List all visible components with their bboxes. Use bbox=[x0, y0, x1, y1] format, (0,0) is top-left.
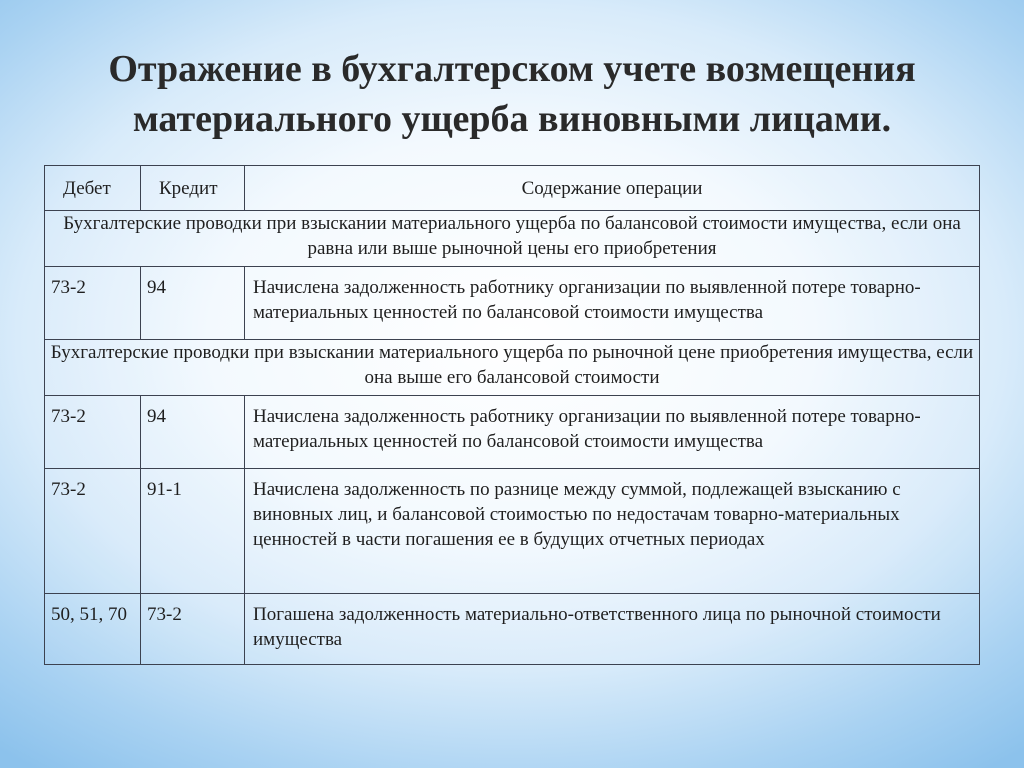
credit-cell: 94 bbox=[141, 396, 245, 469]
content-cell: Начислена задолженность работнику организации по выявленной потере товарно-материальных ценностей по балансовой стоимости имущества bbox=[245, 267, 980, 340]
table-row bbox=[45, 396, 980, 469]
table-header-row bbox=[45, 166, 980, 211]
debit-cell: 73-2 bbox=[45, 267, 141, 340]
header-credit: Кредит bbox=[141, 166, 245, 211]
slide-title-line-1: Отражение в бухгалтерском учете возмещения bbox=[108, 48, 916, 90]
credit-cell: 91-1 bbox=[141, 469, 245, 594]
section-heading: Бухгалтерские проводки при взыскании материального ущерба по балансовой стоимости имущества, если она равна или выше рыночной цены его приобретения bbox=[45, 211, 980, 267]
section-heading: Бухгалтерские проводки при взыскании материального ущерба по рыночной цене приобретения имущества, если она выше его балансовой стоимости bbox=[45, 340, 980, 396]
content-cell: Погашена задолженность материально-ответственного лица по рыночной стоимости имущества bbox=[245, 594, 980, 665]
accounting-entries-table bbox=[44, 165, 980, 665]
table-row bbox=[45, 594, 980, 665]
header-debit: Дебет bbox=[45, 166, 141, 211]
credit-cell: 94 bbox=[141, 267, 245, 340]
slide-title-line-2: материального ущерба виновными лицами. bbox=[132, 98, 892, 140]
header-content: Содержание операции bbox=[245, 166, 980, 211]
slide-title bbox=[60, 44, 964, 144]
table-row bbox=[45, 469, 980, 594]
debit-cell: 73-2 bbox=[45, 396, 141, 469]
table-row bbox=[45, 267, 980, 340]
content-cell: Начислена задолженность по разнице между суммой, подлежащей взысканию с виновных лиц, и балансовой стоимостью по недостачам товарно-материальных ценностей в части погашения ее в будущих отчетных периодах bbox=[245, 469, 980, 594]
content-cell: Начислена задолженность работнику организации по выявленной потере товарно-материальных ценностей по балансовой стоимости имущества bbox=[245, 396, 980, 469]
section-heading-row bbox=[45, 340, 980, 396]
section-heading-row bbox=[45, 211, 980, 267]
debit-cell: 73-2 bbox=[45, 469, 141, 594]
credit-cell: 73-2 bbox=[141, 594, 245, 665]
debit-cell: 50, 51, 70 bbox=[45, 594, 141, 665]
